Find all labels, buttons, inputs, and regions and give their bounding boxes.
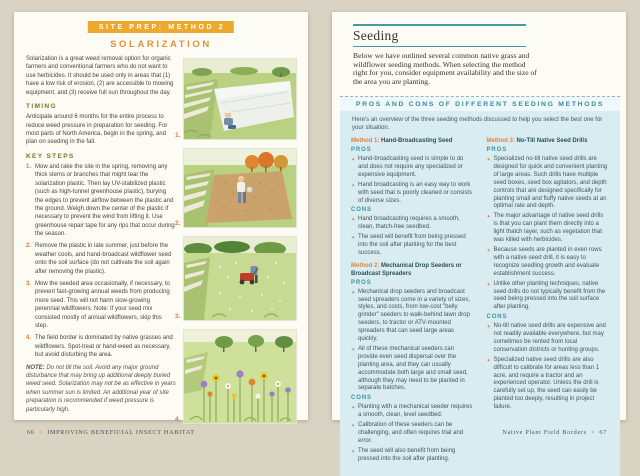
method-2-cons-label: CONS: [351, 395, 372, 402]
bullet-item: [351, 346, 474, 393]
right-page-number: 67: [599, 429, 607, 436]
bullet-item: [487, 247, 610, 279]
bullet-star-icon: ✦: [486, 247, 491, 254]
bullet-star-icon: ✦: [486, 324, 491, 331]
bullet-text: Calibration of these seeders can be challenging, and often requires trial and error.: [358, 422, 464, 444]
bullet-text: Specialized native seed drills are also difficult to calibrate for areas less than 1 acre, and require a tractor and an experienced operator. Unless the drill is carefully set up, the seed can easily be planted too deeply, resulting in project failure.: [493, 356, 600, 411]
bullet-text: Because seeds are planted in even rows with a native seed drill, it is easy to recognize seedling growth and evaluate establishment success.: [493, 246, 602, 277]
bullet-text: Mechanical drop seeders and broadcast seed spreaders come in a variety of sizes, styles, and costs, from low-cost "belly grinder" seeders to walk-behind lawn drop seeders, to tractor or ATV-mounted spreaders that can seed large areas quickly.: [358, 288, 471, 343]
key-steps-heading: KEY STEPS: [26, 152, 75, 160]
bullet-item: [487, 156, 610, 211]
bullet-star-icon: ✦: [351, 405, 356, 412]
bullet-item: [351, 234, 474, 258]
bullet-text: Unlike other planting techniques, native seed drills do not typically benefit from the seed being pressed into the soil surface after planting.: [493, 280, 606, 311]
left-page-title: SOLARIZATION: [110, 39, 212, 50]
left-footer-text: IMPROVING BENEFICIAL INSECT HABITAT: [47, 429, 195, 436]
broadcasting-seed-illustration: [183, 148, 297, 228]
key-step-3: [26, 280, 176, 330]
bullet-star-icon: ✦: [351, 217, 356, 224]
bullet-star-icon: ✦: [351, 289, 356, 296]
bullet-item: [487, 281, 610, 313]
step-number: 4.: [26, 335, 32, 342]
diamond-icon: ✦: [38, 430, 44, 436]
bullet-star-icon: ✦: [486, 214, 491, 221]
laying-plastic-illustration: [183, 58, 297, 140]
bullet-star-icon: ✦: [486, 157, 491, 163]
method-3-pros-list: [487, 156, 610, 312]
bullet-text: Hand broadcasting is an easy way to work with seed that is poorly cleaned or consists of diverse sizes.: [358, 181, 473, 204]
bullet-item: [487, 323, 610, 355]
bullet-item: [351, 448, 474, 464]
seeding-header: [332, 12, 626, 86]
bullet-item: [351, 182, 474, 206]
bullet-item: [351, 289, 474, 344]
left-page-columns: [14, 50, 308, 424]
bullet-text: Planting with a mechanical seeder requires a smooth, clean, level seedbed.: [358, 404, 473, 419]
method-2-cons-list: [351, 404, 474, 463]
key-step-1: [26, 163, 176, 239]
bullet-star-icon: ✦: [486, 281, 491, 288]
method-1-pros-list: [351, 156, 474, 205]
left-page-number: 66: [27, 429, 35, 436]
illustration-number: 2.: [175, 220, 181, 227]
method-3-cons-list: [487, 323, 610, 412]
method-1-name: Hand-Broadcasting Seed: [381, 138, 453, 145]
step-text: The field border is dominated by native grasses and wildflowers. Spot-treat or hand-weed as necessary, but avoid disturbing the area.: [35, 335, 173, 359]
method-2-name: Mechanical Drop Seeders or Broadcast Spreaders: [351, 262, 462, 277]
bullet-item: [487, 357, 610, 412]
bullet-star-icon: ✦: [351, 157, 356, 163]
bullet-text: Specialized no-till native seed drills are designed for quick and convenient planting of large areas. Such drills have multiple seed boxes, seed box agitators, and depth controls that are designed specifically for planting small and fluffy native seeds at an optimal rate and depth.: [493, 156, 608, 210]
bullet-item: [351, 216, 474, 232]
methods-column-2: [487, 138, 610, 465]
key-step-2: [26, 242, 176, 276]
step-text: Mow the seeded area occasionally, if necessary, to prevent fast-growing annual weeds from producing more seed. This will not harm slow-growing perennial wildflowers. Note: If your seed mix consisted mostly of annual wildflowers, skip this step.: [35, 281, 170, 329]
site-prep-method-banner: SITE PREP: METHOD 2: [88, 21, 234, 33]
bullet-text: All of these mechanical seeders can provide even seed dispersal over the planting area, and they can usually accommodate both large and small seed, although they may need to be planted in separate batches.: [358, 345, 468, 392]
right-page-footer: [502, 429, 607, 436]
pros-cons-box-title: PROS AND CONS OF DIFFERENT SEEDING METHODS: [340, 97, 620, 111]
methods-column-1: [351, 138, 474, 465]
bullet-star-icon: ✦: [486, 357, 491, 364]
illustration-step-3: [175, 236, 297, 321]
solarization-intro: Solarization is a great weed removal option for organic farmers and conventional farmers who do not want to use herbicides. It should be used only in areas that (1) have a low risk of erosion, (2) are accessible to mowing equipment, and (3) receive full sun throughout the day.: [26, 56, 174, 96]
pros-cons-box: [340, 96, 620, 476]
step-number: 2.: [26, 243, 32, 250]
method-3-heading: [487, 138, 610, 146]
bullet-text: No-till native seed drills are expensive and not readily available everywhere, but may sometimes be rented from local conservation districts or hunting groups.: [493, 323, 606, 353]
right-page-title: Seeding: [353, 28, 399, 43]
timing-heading: TIMING: [26, 102, 57, 110]
note-label: NOTE:: [26, 364, 45, 371]
left-book-page: [14, 12, 308, 423]
illustration-number: 3.: [175, 313, 181, 320]
bullet-text: The seed will also benefit from being pressed into the soil after planting.: [358, 447, 456, 462]
bullet-item: [351, 422, 474, 446]
seeding-intro: Below we have outlined several common native grass and wildflower seeding methods. When selecting the method right for you, consider equipment availability and the size of the area you are planting.: [353, 51, 537, 86]
method-2-pros-list: [351, 289, 474, 394]
bullet-text: The major advantage of native seed drills is that you can plant them directly into a light thatch layer, such as vegetation that was killed with herbicides.: [493, 213, 604, 244]
bullet-star-icon: ✦: [351, 182, 356, 189]
left-page-footer: [27, 429, 195, 436]
diamond-icon: ✦: [590, 430, 596, 436]
bullet-star-icon: ✦: [351, 235, 356, 242]
step-text: Mow and rake the site in the spring, removing any thick stems or branches that might tear the solarization plastic. Then lay UV-stabilized plastic (such as high-tunnel greenhouse plastic), burying the edges to prevent airflow between the plastic and the ground. Weigh down the center of the plastic if necessary to prevent the wind from lifting it. Use greenhouse repair tape for any rips that occur during the season.: [35, 163, 175, 238]
illustration-column: [175, 55, 297, 424]
bullet-star-icon: ✦: [351, 423, 356, 430]
wildflower-border-illustration: [183, 329, 297, 424]
right-footer-text: Native Plant Field Borders: [502, 429, 587, 436]
pros-cons-box-body: [340, 111, 620, 476]
method-3-label: Method 3:: [486, 138, 515, 145]
illustration-step-4: [175, 329, 297, 424]
method-2-label: Method 2:: [351, 262, 380, 269]
left-text-column: [26, 55, 176, 424]
bullet-text: Hand broadcasting requires a smooth, clean, thatch-free seedbed.: [358, 216, 460, 231]
bullet-item: [487, 213, 610, 245]
title-rule-top: [353, 24, 526, 26]
key-step-4: [26, 334, 176, 359]
method-1-label: Method 1:: [351, 138, 380, 145]
method-2-heading: [351, 263, 474, 279]
note-body: Do not till the soil. Avoid any major ground disturbance that may bring up additional deeply buried weed seed. Solarization may not be as effective in years when summer sun is limited. An additional year of site preparation is recommended if weed pressure is particularly high.: [26, 364, 176, 413]
step-number: 3.: [26, 281, 32, 288]
method-1-heading: [351, 138, 474, 146]
method-1-cons-list: [351, 216, 474, 258]
method-3-pros-label: PROS: [486, 147, 508, 154]
pros-cons-columns: [351, 138, 609, 465]
illustration-step-2: [175, 148, 297, 228]
illustration-step-1: [175, 58, 297, 140]
method-3-cons-label: CONS: [486, 314, 508, 321]
bullet-text: The seed will benefit from being pressed into the soil after planting for the best success.: [358, 234, 466, 256]
mowing-illustration: [183, 236, 297, 321]
note-paragraph: [26, 364, 176, 414]
pros-cons-box-intro: Here's an overview of the three seeding methods discussed to help you select the best one for your situation.: [352, 117, 603, 132]
bullet-star-icon: ✦: [351, 346, 356, 353]
bullet-item: [351, 404, 474, 420]
step-text: Remove the plastic in late summer, just before the weather cools, and hand-broadcast wildflower seed onto the soil surface (do not cultivate the soil again after removing the plastic).: [35, 243, 172, 275]
timing-body: Anticipate around 6 months for the entire process to reduce weed pressure in preparation for seeding. For most parts of North America, begin in the spring, and plan on seeding in the fall.: [26, 114, 168, 146]
method-1-pros-label: PROS: [351, 147, 372, 154]
title-rule-bottom: [353, 46, 526, 47]
illustration-number: 4.: [175, 416, 181, 423]
step-number: 1.: [26, 163, 32, 170]
bullet-item: [351, 156, 474, 180]
bullet-text: Hand-broadcasting seed is simple to do and does not require any specialized or expensive equipment.: [358, 156, 464, 178]
bullet-star-icon: ✦: [351, 448, 356, 455]
method-3-name: No-Till Native Seed Drills: [516, 138, 588, 145]
method-1-cons-label: CONS: [351, 207, 372, 214]
illustration-number: 1.: [175, 132, 181, 139]
method-2-pros-label: PROS: [351, 279, 372, 286]
